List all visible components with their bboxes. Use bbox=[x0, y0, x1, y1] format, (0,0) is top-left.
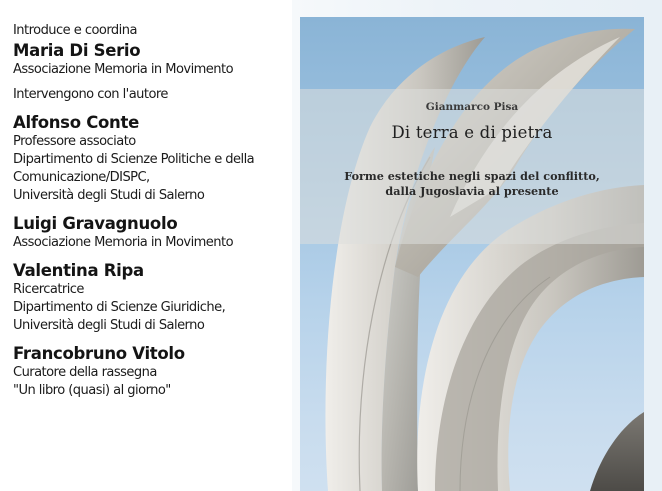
speaker-block bbox=[13, 112, 288, 205]
speaker-department: Dipartimento di Scienze Giuridiche, bbox=[13, 300, 226, 315]
moderator-name: Maria Di Serio bbox=[13, 41, 141, 60]
speaker-role: Curatore della rassegna bbox=[13, 365, 157, 380]
speaker-university: Università degli Studi di Salerno bbox=[13, 318, 205, 333]
intro-label: Introduce e coordina bbox=[13, 23, 137, 38]
speaker-university: Università degli Studi di Salerno bbox=[13, 188, 205, 203]
speaker-name: Luigi Gravagnuolo bbox=[13, 214, 178, 233]
speaker-series: "Un libro (quasi) al giorno" bbox=[13, 383, 171, 398]
speaker-block bbox=[13, 343, 288, 400]
program-column bbox=[13, 22, 288, 400]
speaker-role: Ricercatrice bbox=[13, 282, 84, 297]
speaker-department: Dipartimento di Scienze Politiche e della bbox=[13, 152, 255, 167]
book-author: Gianmarco Pisa bbox=[425, 101, 519, 113]
book-title: Di terra e di pietra bbox=[391, 123, 553, 142]
book-cover bbox=[300, 17, 644, 491]
book-subtitle-line: Forme estetiche negli spazi del conflitto, bbox=[344, 169, 600, 183]
book-subtitle bbox=[320, 169, 624, 199]
speaker-name: Valentina Ripa bbox=[13, 261, 144, 280]
speaker-role: Professore associato bbox=[13, 134, 136, 149]
speaker-affiliation: Associazione Memoria in Movimento bbox=[13, 235, 234, 250]
speaker-department: Comunicazione/DISPC, bbox=[13, 170, 150, 185]
speaker-block bbox=[13, 213, 288, 252]
speaker-block bbox=[13, 260, 288, 335]
book-subtitle-line: dalla Jugoslavia al presente bbox=[385, 184, 559, 198]
speaker-name: Alfonso Conte bbox=[13, 113, 139, 132]
speaker-name: Francobruno Vitolo bbox=[13, 344, 185, 363]
moderator-affiliation: Associazione Memoria in Movimento bbox=[13, 62, 234, 77]
speakers-label: Intervengono con l'autore bbox=[13, 87, 168, 102]
